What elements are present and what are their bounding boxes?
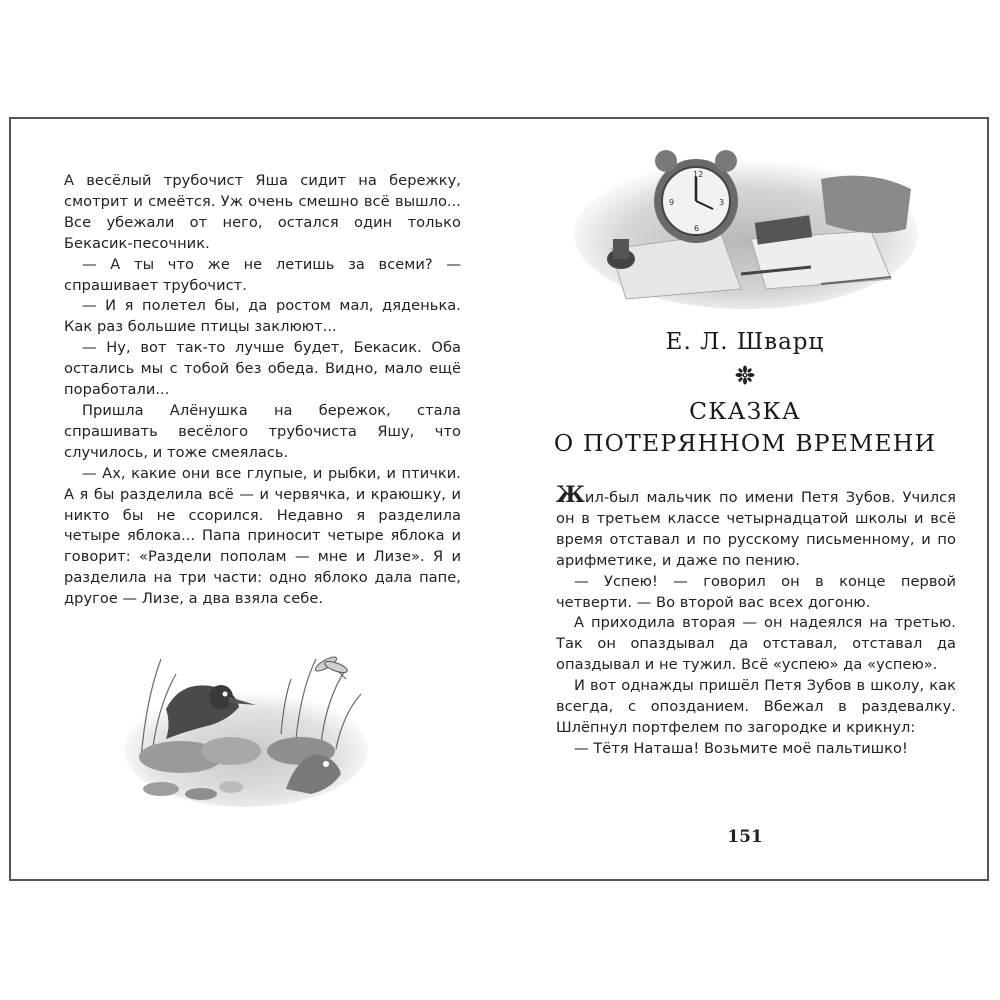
- svg-text:6: 6: [694, 224, 700, 233]
- page-number: 151: [727, 827, 763, 847]
- paragraph: — Ну, вот так-то лучше будет, Бекасик. Оба остались мы с тобой без обеда. Видно, мало ещё поработали...: [64, 339, 461, 399]
- paragraph: А приходила вторая — он надеялся на третью. Так он опаздывал да отставал, отставал да опаздывал и не тужил. Всё «успею» да «успею».: [556, 614, 956, 674]
- svg-text:9: 9: [669, 198, 675, 207]
- story-title: [501, 395, 989, 459]
- paragraph: [556, 482, 956, 572]
- paragraph: — И я полетел бы, да ростом мал, дяденька. Как раз большие птицы заклюют...: [64, 297, 461, 336]
- left-text: [64, 171, 461, 610]
- bird-fish-pond-illustration: [121, 639, 371, 809]
- paragraph: И вот однажды пришёл Петя Зубов в школу, как всегда, с опозданием. Вбежал в раздевалку. Шлёпнул портфелем по загородке и крикнул:: [556, 677, 956, 736]
- title-line: О ПОТЕРЯННОМ ВРЕМЕНИ: [553, 429, 937, 457]
- title-line: СКАЗКА: [689, 397, 801, 425]
- paragraph: — Успею! — говорил он в конце первой четверти. — Во второй вас всех догоню.: [556, 572, 956, 611]
- author-name: Е. Л. Шварц: [665, 329, 825, 355]
- flower-ornament: [735, 365, 755, 385]
- paragraph: — А ты что же не летишь за всеми? — спрашивает трубочист.: [64, 255, 461, 294]
- right-text: [556, 482, 956, 760]
- left-page: [11, 119, 501, 879]
- book-spread: [9, 117, 989, 881]
- svg-text:12: 12: [693, 170, 704, 179]
- right-page: [501, 119, 989, 879]
- paragraph: Пришла Алёнушка на бережок, стала спрашивать весёлого трубочиста Яшу, что случилось, и тоже смеялась.: [64, 401, 461, 461]
- alarm-clock-desk-illustration: [571, 139, 921, 309]
- paragraph: А весёлый трубочист Яша сидит на бережку, смотрит и смеётся. Уж очень смешно всё вышло... Все убежали от него, остался один только Бекасик-песочник.: [64, 172, 461, 252]
- drop-cap: Ж: [556, 482, 585, 508]
- paragraph: — Ах, какие они все глупые, и рыбки, и птички. А я бы разделила всё — и червячка, и краюшку, и никто бы не ссорился. Недавно я разделила четыре яблока... Папа приносит четыре яблока и говорит: «Раздели пополам — мне и Лизе». Я и разделила на три части: одно яблоко дала папе, другое — Лизе, а два взяла себе.: [64, 464, 461, 608]
- svg-text:3: 3: [719, 198, 725, 207]
- paragraph: — Тётя Наташа! Возьмите моё пальтишко!: [574, 739, 908, 757]
- paragraph-text: ил-был мальчик по имени Петя Зубов. Учился он в третьем классе четырнадцатой школы и всё время отставал и по русскому письменному, и по арифметике, и даже по пению.: [556, 489, 956, 569]
